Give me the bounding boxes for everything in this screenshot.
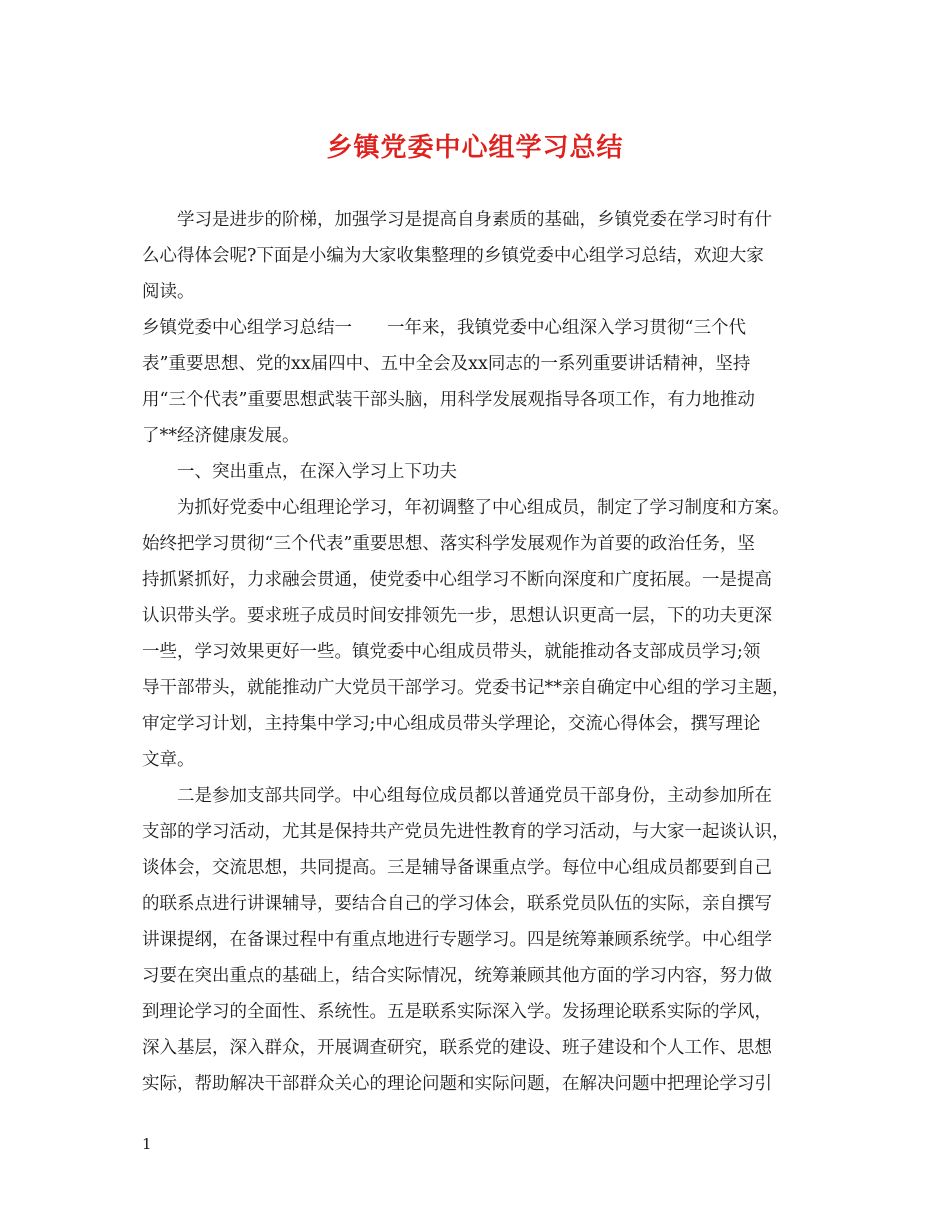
body-line: 的联系点进行讲课辅导，要结合自己的学习体会，联系党员队伍的实际，亲自撰写 — [142, 894, 772, 914]
body-line: 实际，帮助解决干部群众关心的理论问题和实际问题，在解决问题中把理论学习引 — [142, 1074, 772, 1094]
body-line: 么心得体会呢?下面是小编为大家收集整理的乡镇党委中心组学习总结，欢迎大家 — [142, 246, 764, 266]
page-number: 1 — [142, 1135, 152, 1153]
body-line: 为抓好党委中心组理论学习，年初调整了中心组成员，制定了学习制度和方案。 — [142, 498, 790, 518]
body-line: 讲课提纲，在备课过程中有重点地进行专题学习。四是统筹兼顾系统学。中心组学 — [142, 930, 772, 950]
body-line: 阅读。 — [142, 282, 195, 302]
body-line: 习要在突出重点的基础上，结合实际情况，统筹兼顾其他方面的学习内容，努力做 — [142, 966, 772, 986]
body-line: 深入基层，深入群众，开展调查研究，联系党的建设、班子建设和个人工作、思想 — [142, 1038, 772, 1058]
body-line: 支部的学习活动，尤其是保持共产党员先进性教育的学习活动，与大家一起谈认识， — [142, 822, 790, 842]
body-line: 审定学习计划，主持集中学习;中心组成员带头学理论，交流心得体会，撰写理论 — [142, 714, 761, 734]
section-heading: 一、突出重点，在深入学习上下功夫 — [142, 462, 457, 482]
body-line: 认识带头学。要求班子成员时间安排领先一步，思想认识更高一层，下的功夫更深 — [142, 606, 772, 626]
body-line: 始终把学习贯彻“三个代表”重要思想、落实科学发展观作为首要的政治任务，坚 — [142, 534, 755, 554]
body-line: 到理论学习的全面性、系统性。五是联系实际深入学。发扬理论联系实际的学风， — [142, 1002, 772, 1022]
body-line: 了**经济健康发展。 — [142, 426, 300, 446]
body-line: 谈体会，交流思想，共同提高。三是辅导备课重点学。每位中心组成员都要到自己 — [142, 858, 772, 878]
body-line: 用“三个代表”重要思想武装干部头脑，用科学发展观指导各项工作，有力地推动 — [142, 390, 755, 410]
body-line: 表”重要思想、党的xx届四中、五中全会及xx同志的一系列重要讲话精神，坚持 — [142, 354, 751, 374]
body-line: 导干部带头，就能推动广大党员干部学习。党委书记**亲自确定中心组的学习主题， — [142, 678, 790, 698]
body-line: 学习是进步的阶梯，加强学习是提高自身素质的基础，乡镇党委在学习时有什 — [142, 210, 772, 230]
body-line: 持抓紧抓好，力求融会贯通，使党委中心组学习不断向深度和广度拓展。一是提高 — [142, 570, 772, 590]
body-line: 乡镇党委中心组学习总结一 一年来，我镇党委中心组深入学习贯彻“三个代 — [142, 318, 746, 338]
body-line: 一些，学习效果更好一些。镇党委中心组成员带头，就能推动各支部成员学习;领 — [142, 642, 761, 662]
body-line: 二是参加支部共同学。中心组每位成员都以普通党员干部身份，主动参加所在 — [142, 786, 772, 806]
document-title: 乡镇党委中心组学习总结 — [326, 133, 624, 163]
body-line: 文章。 — [142, 750, 195, 770]
